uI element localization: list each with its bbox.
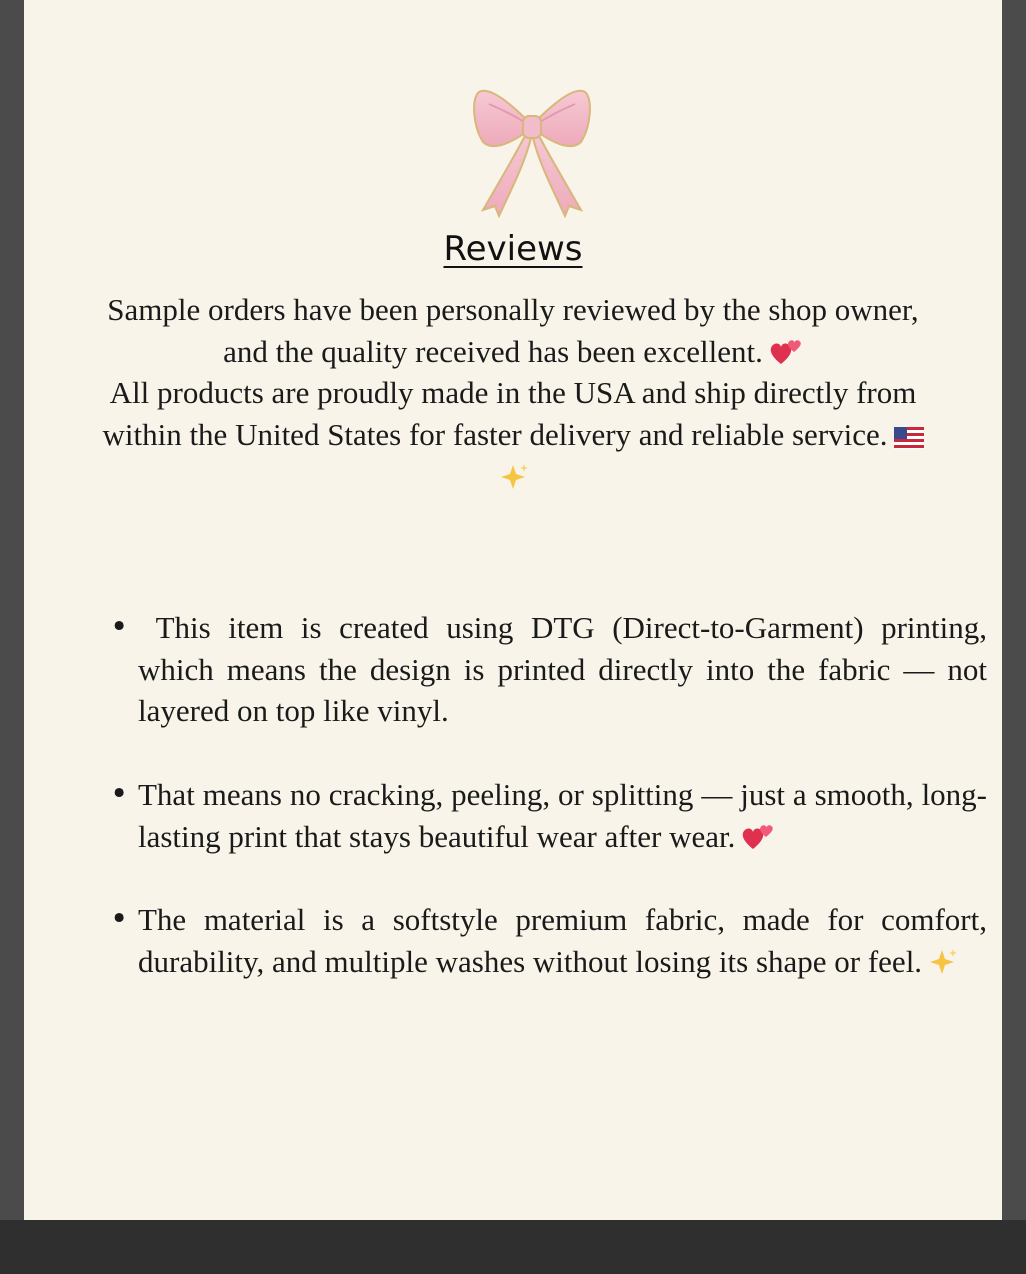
us-flag-icon bbox=[894, 427, 924, 449]
list-item bbox=[110, 774, 987, 857]
bottom-bar bbox=[0, 1220, 1026, 1274]
intro-line-1: Sample orders have been personally reviewed by the shop owner, and the quality received has been excellent. bbox=[107, 292, 919, 369]
bullet-dot: • bbox=[110, 900, 129, 937]
bullet-text: That means no cracking, peeling, or splitting — just a smooth, long-lasting print that stays beautiful wear after wear. bbox=[138, 776, 987, 854]
two-hearts-icon bbox=[741, 823, 775, 851]
list-item bbox=[110, 607, 995, 732]
bullet-dot: • bbox=[110, 775, 129, 812]
intro-line-2: All products are proudly made in the USA and ship directly from within the United States for faster delivery and reliable service. bbox=[102, 375, 917, 453]
feature-list bbox=[110, 607, 995, 1024]
sparkles-icon bbox=[499, 463, 529, 491]
intro-text bbox=[94, 289, 932, 498]
bullet-text: The material is a softstyle premium fabric, made for comfort, durability, and multiple washes without losing its shape or feel. bbox=[138, 901, 987, 979]
list-item bbox=[110, 899, 987, 982]
bullet-text: This item is created using DTG (Direct-to-Garment) printing, which means the design is printed directly into the fabric — not layered on top like vinyl. bbox=[138, 610, 995, 729]
sparkles-icon bbox=[928, 948, 958, 976]
bullet-dot: • bbox=[110, 609, 129, 645]
reviews-card bbox=[24, 0, 1002, 1220]
pink-bow-icon bbox=[469, 82, 595, 218]
intro-paragraph-1 bbox=[94, 289, 932, 372]
two-hearts-icon bbox=[769, 338, 803, 366]
intro-paragraph-2 bbox=[94, 372, 932, 497]
reviews-heading: Reviews bbox=[443, 229, 583, 269]
